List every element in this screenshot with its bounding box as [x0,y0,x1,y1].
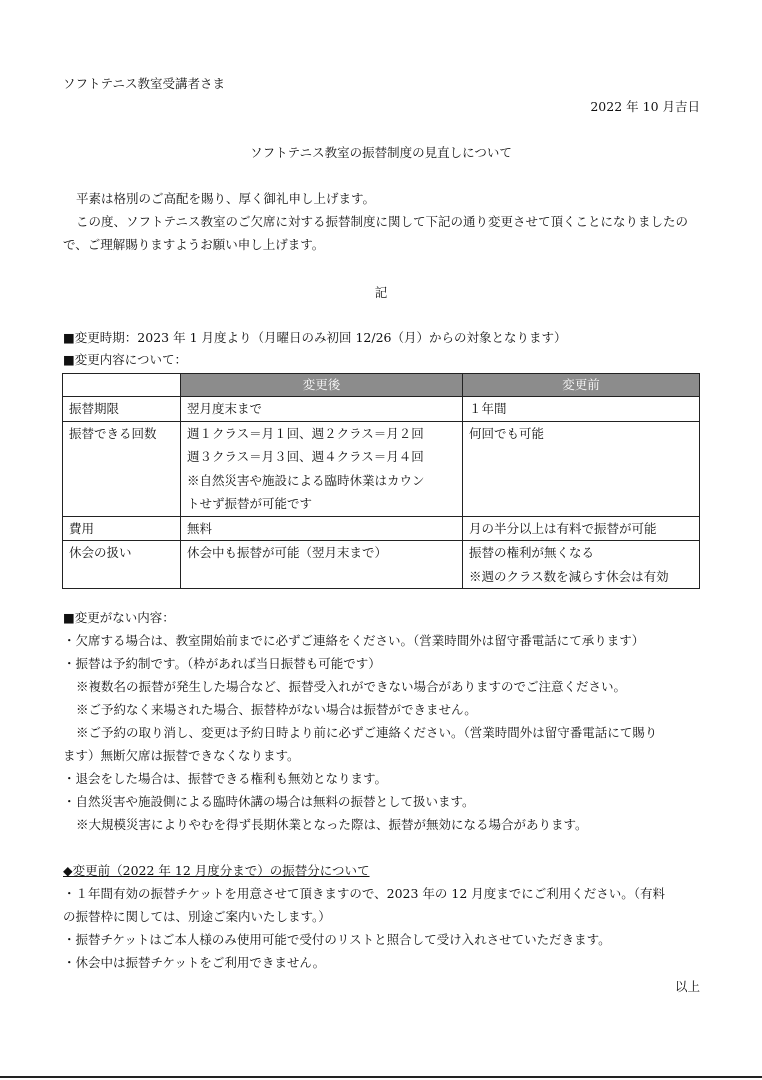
row-after-cell [181,421,463,516]
cell-text: 月の半分以上は有料で振替が可能 [469,520,657,536]
row-before-cell [463,421,700,516]
no-change-line: ・自然災害や施設側による臨時休講の場合は無料の振替として扱います。 [63,794,475,809]
no-change-line: ※ご予約の取り消し、変更は予約日時より前に必ずご連絡ください。（営業時間外は留守番電話にて賜り [76,725,658,740]
row-after-cell [181,541,463,589]
cell-text: 振替の権利が無くなる [469,545,595,560]
row-label: 費用 [63,516,181,541]
table-header-empty-cell [63,374,181,397]
before-change-line: ・振替チケットはご本人様のみ使用可能で受付のリストと照合して受け入れさせていただきます。 [63,932,611,947]
table-row [63,421,700,516]
cell-text: １年間 [469,401,507,416]
row-before-cell [463,397,700,422]
intro-text-line-2: で、ご理解賜りますようお願い申し上げます。 [63,237,325,252]
cell-text: 無料 [187,520,213,536]
cell-text: 翌月度末まで [187,401,263,416]
change-content-heading: ■変更内容について： [63,352,188,367]
addressee: ソフトテニス教室受講者さま [63,76,226,91]
row-after-cell [181,397,463,422]
before-change-heading: ◆変更前（2022 年 12 月度分まで）の振替分について [63,863,370,878]
cell-text: 週１クラス＝月１回、週２クラス＝月２回 [187,425,424,441]
cell-text: 休会中も振替が可能（翌月末まで） [187,545,388,560]
no-change-line: ・退会をした場合は、振替できる権利も無効となります。 [63,771,388,786]
cell-text: 週３クラス＝月３回、週４クラス＝月４回 [187,449,424,464]
cell-text: 何回でも可能 [469,425,545,441]
row-label: 休会の扱い [63,541,181,589]
row-after-cell [181,516,463,541]
cell-text: ※自然災害や施設による臨時休業はカウン [187,472,425,488]
header-before: 変更前 [463,374,700,397]
row-before-cell [463,541,700,589]
closing-text: 以上 [674,979,700,994]
page-bottom-rule [0,1076,762,1078]
table-row [63,516,700,541]
no-change-line: ・振替は予約制です。（枠があれば当日振替も可能です） [63,656,381,671]
no-change-line: ※複数名の振替が発生した場合など、振替受入れができない場合がありますのでご注意ください。 [76,679,627,694]
cell-text: トせず振替が可能です [187,496,313,511]
no-change-line: ・欠席する場合は、教室開始前までに必ずご連絡をください。（営業時間外は留守番電話にて承ります） [63,633,645,648]
no-change-line: ます）無断欠席は振替できなくなります。 [63,748,300,763]
table-header-row [63,374,700,397]
row-label: 振替できる回数 [63,421,181,516]
row-before-cell [463,516,700,541]
header-after: 変更後 [181,374,463,397]
before-change-line: ・休会中は振替チケットをご利用できません。 [63,955,326,970]
ki-heading: 記 [374,285,388,300]
no-change-line: ※ご予約なく来場された場合、振替枠がない場合は振替ができません。 [76,702,477,717]
no-change-heading: ■変更がない内容： [63,610,175,625]
intro-text-line-1: この度、ソフトテニス教室のご欠席に対する振替制度に関して下記の通り変更させて頂くことになりましたの [76,214,689,229]
before-change-line: の振替枠に関しては、別途ご案内いたします。） [63,909,331,924]
table-row [63,541,700,589]
before-change-line: ・１年間有効の振替チケットを用意させて頂きますので、2023 年の 12 月度までにご利用ください。（有料 [63,886,666,901]
change-period: ■変更時期：2023 年 1 月度より（月曜日のみ初回 12/26（月）からの対象となります） [63,330,567,345]
table-row [63,397,700,422]
cell-text: ※週のクラス数を減らす休会は有効 [469,568,669,584]
no-change-line: ※大規模災害によりやむを得ず長期休業となった際は、振替が無効になる場合があります。 [76,817,588,832]
row-label: 振替期限 [63,397,181,422]
greeting-text: 平素は格別のご高配を賜り、厚く御礼申し上げます。 [76,191,376,206]
change-comparison-table [62,373,700,589]
document-title: ソフトテニス教室の振替制度の見直しについて [250,145,512,160]
document-date: 2022 年 10 月吉日 [590,99,700,114]
